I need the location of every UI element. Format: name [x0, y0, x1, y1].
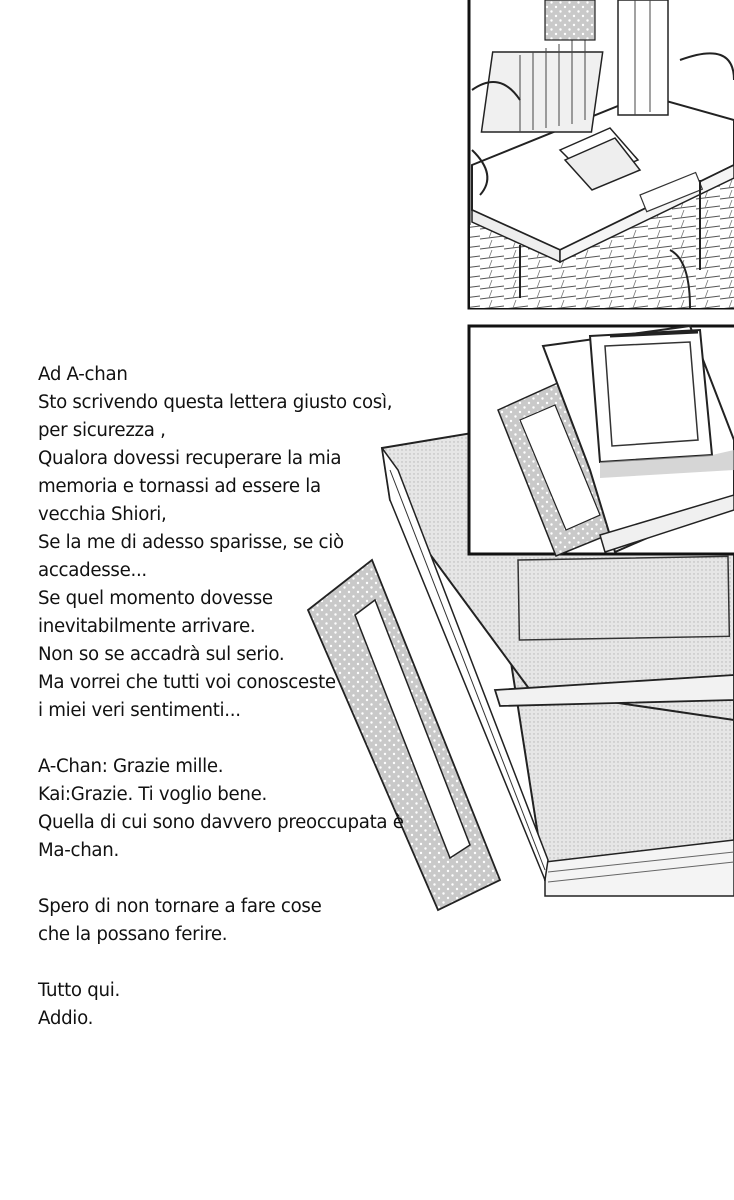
letter-line: Spero di non tornare a fare cose	[38, 896, 322, 917]
desk-panel	[469, 0, 734, 308]
letter-line: i miei veri sentimenti...	[38, 700, 241, 721]
letter-greeting: Ad A-chan	[38, 364, 128, 385]
letter-line: A-Chan: Grazie mille.	[38, 756, 224, 777]
letter-line: Non so se accadrà sul serio.	[38, 644, 285, 665]
letter-text	[38, 361, 418, 1033]
letter-line: Quella di cui sono davvero preoccupata è	[38, 812, 404, 833]
book-closeup-panel	[469, 326, 734, 556]
letter-line: Kai:Grazie. Ti voglio bene.	[38, 784, 267, 805]
letter-line: Ma vorrei che tutti voi conosceste	[38, 672, 336, 693]
letter-line: vecchia Shiori,	[38, 504, 167, 525]
letter-line: inevitabilmente arrivare.	[38, 616, 256, 637]
letter-line: Sto scrivendo questa lettera giusto così,	[38, 392, 393, 413]
paragraph-gap	[38, 949, 418, 977]
letter-line: Se quel momento dovesse	[38, 588, 273, 609]
letter-signoff: Addio.	[38, 1008, 94, 1029]
paragraph-gap	[38, 725, 418, 753]
paragraph-gap	[38, 865, 418, 893]
letter-line: per sicurezza ,	[38, 420, 166, 441]
letter-line: che la possano ferire.	[38, 924, 228, 945]
letter-closing: Tutto qui.	[38, 980, 120, 1001]
letter-line: Ma-chan.	[38, 840, 119, 861]
letter-line: accadesse...	[38, 560, 147, 581]
letter-line: memoria e tornassi ad essere la	[38, 476, 321, 497]
letter-line: Se la me di adesso sparisse, se ciò	[38, 532, 344, 553]
letter-line: Qualora dovessi recuperare la mia	[38, 448, 342, 469]
